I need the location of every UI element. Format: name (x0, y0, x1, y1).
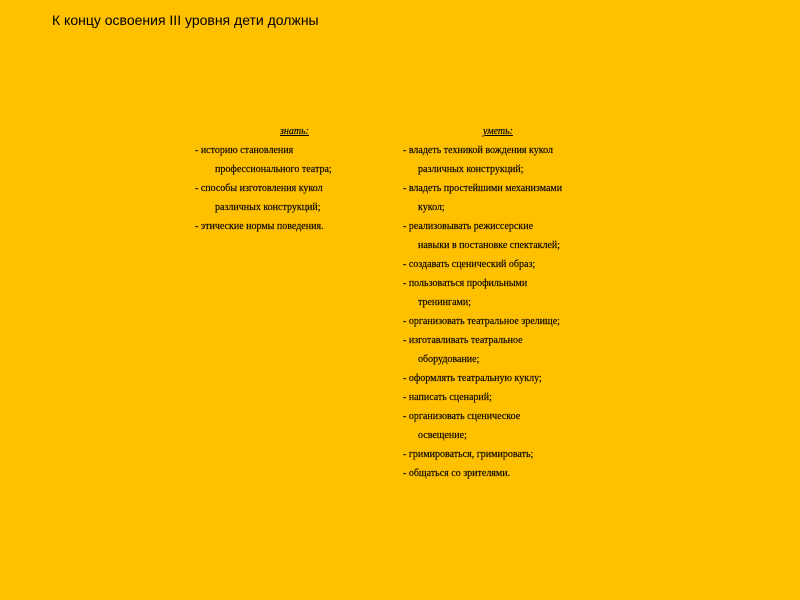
skill-item-line: - написать сценарий; (403, 392, 492, 403)
skill-item-line: освещение; (418, 430, 467, 441)
skills-column (403, 122, 633, 483)
know-item-line: - способы изготовления кукол (195, 183, 323, 194)
skill-item-line: - организовать сценическое (403, 411, 521, 422)
skill-item-line: - оформлять театральную куклу; (403, 373, 542, 384)
skill-item-line: тренингами; (418, 297, 471, 308)
skill-item-line: - создавать сценический образ; (403, 259, 536, 270)
skill-item-line: оборудование; (418, 354, 480, 365)
skill-item-line: - общаться со зрителями. (403, 468, 511, 479)
know-item-line: - этические нормы поведения. (195, 221, 324, 232)
skill-item-line: - владеть простейшими механизмами (403, 183, 563, 194)
skill-item-line: кукол; (418, 202, 445, 213)
know-list (195, 141, 395, 236)
skill-item-line: - организовать театральное зрелище; (403, 316, 560, 327)
skills-heading: уметь: (483, 126, 513, 137)
skill-item-line: различных конструкций; (418, 164, 524, 175)
skill-item-line: - реализовывать режиссерские (403, 221, 534, 232)
know-item-line: профессионального театра; (215, 164, 332, 175)
slide-title: К концу освоения III уровня дети должны (52, 12, 319, 28)
skill-item-line: - владеть техникой вождения кукол (403, 145, 553, 156)
know-column (195, 122, 395, 236)
skill-item-line: - изготавливать театральное (403, 335, 523, 346)
skill-item-line: - пользоваться профильными (403, 278, 528, 289)
know-heading: знать: (280, 126, 309, 137)
skill-item-line: навыки в постановке спектаклей; (418, 240, 561, 251)
skills-list (403, 141, 633, 483)
know-item-line: - историю становления (195, 145, 294, 156)
skill-item-line: - гримироваться, гримировать; (403, 449, 534, 460)
know-item-line: различных конструкций; (215, 202, 321, 213)
